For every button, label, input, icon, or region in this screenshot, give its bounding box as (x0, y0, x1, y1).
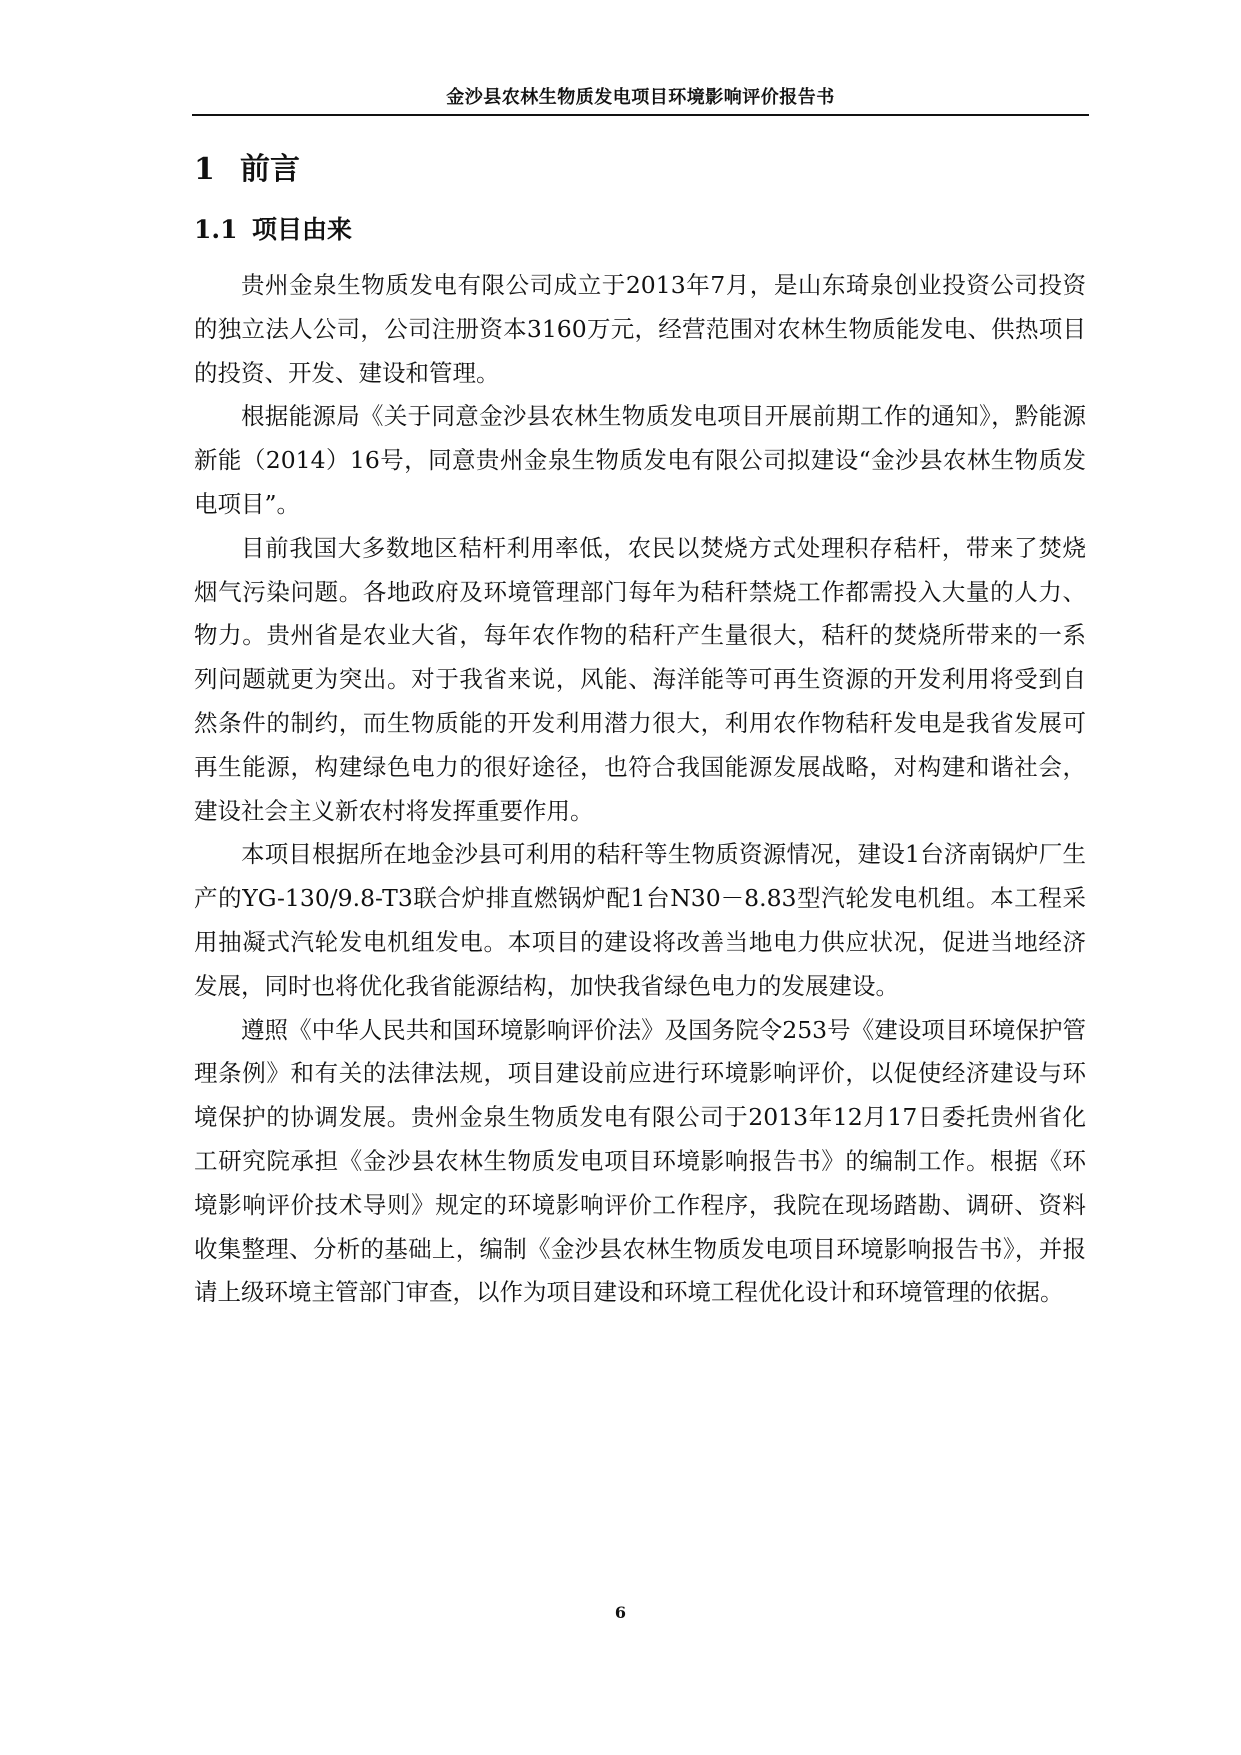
running-header: 金沙县农林生物质发电项目环境影响评价报告书 (446, 87, 835, 108)
paragraph-project-scope: 本项目根据所在地金沙县可利用的秸秆等生物质资源情况，建设1台济南锅炉厂生产的YG-130/9.8-T3联合炉排直燃锅炉配1台N30－8.83型汽轮发电机组。本工程采用抽凝式汽轮发电机组发电。本项目的建设将改善当地电力供应状况，促进当地经济发展，同时也将优化我省能源结构，加快我省绿色电力的发展建设。 (194, 840, 1086, 1000)
paragraph-background: 目前我国大多数地区秸杆利用率低，农民以焚烧方式处理积存秸杆，带来了焚烧烟气污染问题。各地政府及环境管理部门每年为秸秆禁烧工作都需投入大量的人力、物力。贵州省是农业大省，每年农作物的秸秆产生量很大，秸秆的焚烧所带来的一系列问题就更为突出。对于我省来说，风能、海洋能等可再生资源的开发利用将受到自然条件的制约，而生物质能的开发利用潜力很大，利用农作物秸秆发电是我省发展可再生能源，构建绿色电力的很好途径，也符合我国能源发展战略，对构建和谐社会，建设社会主义新农村将发挥重要作用。 (194, 533, 1086, 825)
paragraph-company-intro: 贵州金泉生物质发电有限公司成立于2013年7月，是山东琦泉创业投资公司投资的独立法人公司，公司注册资本3160万元，经营范围对农林生物质能发电、供热项目的投资、开发、建设和管理。 (194, 271, 1086, 387)
chapter-number: 1 (194, 152, 215, 187)
paragraph-eia-basis: 遵照《中华人民共和国环境影响评价法》及国务院令253号《建设项目环境保护管理条例》和有关的法律法规，项目建设前应进行环境影响评价，以促使经济建设与环境保护的协调发展。贵州金泉生物质发电有限公司于2013年12月17日委托贵州省化工研究院承担《金沙县农林生物质发电项目环境影响报告书》的编制工作。根据《环境影响评价技术导则》规定的环境影响评价工作程序，我院在现场踏勘、调研、资料收集整理、分析的基础上，编制《金沙县农林生物质发电项目环境影响报告书》，并报请上级环境主管部门审查，以作为项目建设和环境工程优化设计和环境管理的依据。 (194, 1015, 1086, 1307)
chapter-title: 前言 (240, 152, 300, 187)
section-number: 1.1 (194, 215, 238, 244)
chapter-heading (194, 150, 300, 190)
page-number: 6 (614, 1603, 627, 1622)
body-text (194, 264, 1086, 1315)
section-heading (194, 213, 352, 247)
paragraph-approval: 根据能源局《关于同意金沙县农林生物质发电项目开展前期工作的通知》，黔能源新能（2014）16号，同意贵州金泉生物质发电有限公司拟建设“金沙县农林生物质发电项目”。 (194, 402, 1086, 518)
header-rule (192, 114, 1089, 116)
section-title: 项目由来 (252, 215, 353, 244)
